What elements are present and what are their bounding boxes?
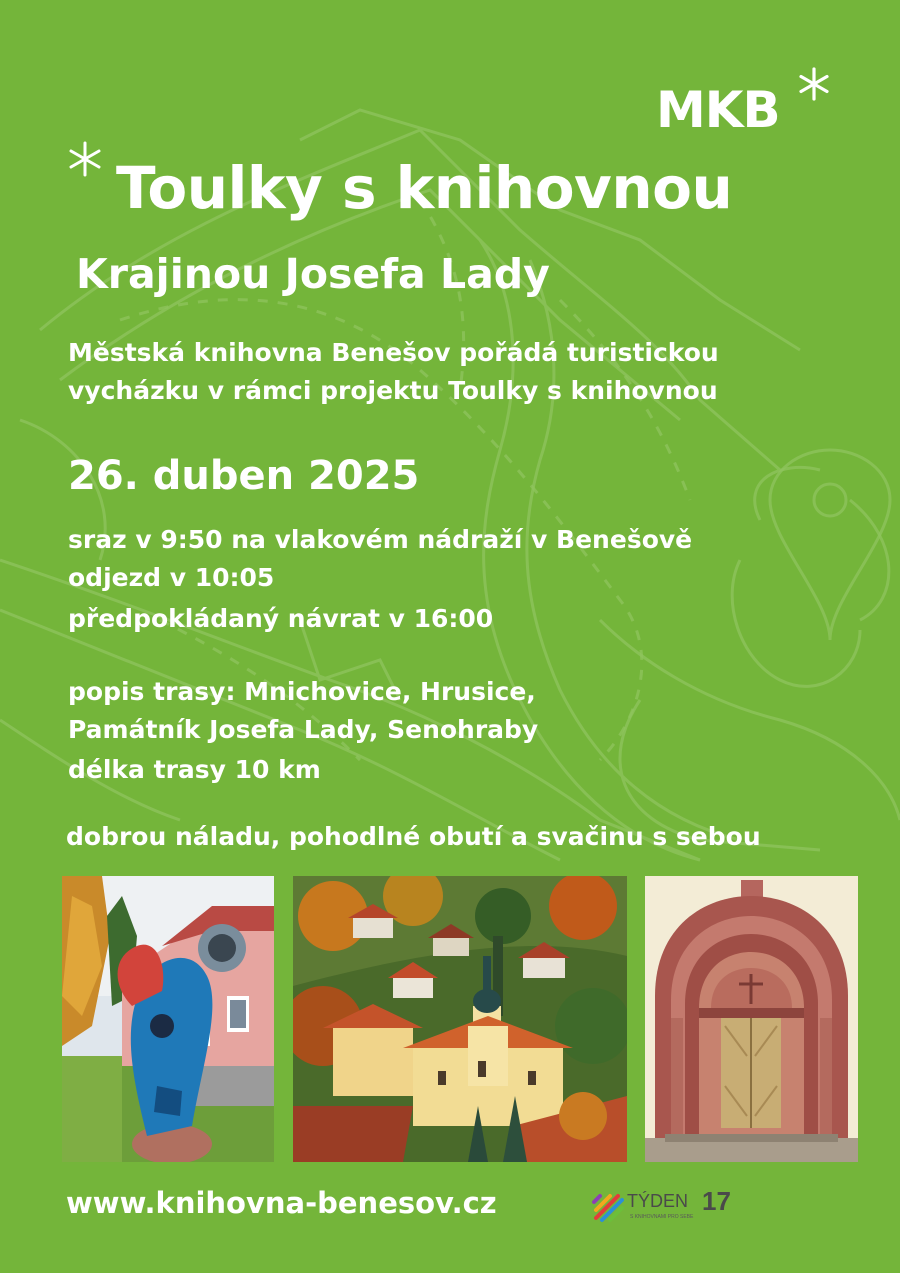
- statue-photo: [62, 876, 274, 1162]
- star-icon: [66, 140, 104, 178]
- intro-text: vycházku v rámci projektu Toulky s knihovnou: [68, 376, 718, 405]
- library-logo: MKB: [656, 81, 780, 139]
- partner-logo: [592, 1186, 742, 1228]
- intro-text: Městská knihovna Benešov pořádá turistickou: [68, 338, 719, 367]
- page-subtitle: Krajinou Josefa Lady: [76, 250, 550, 298]
- partner-number: 17: [702, 1186, 731, 1216]
- church-portal-photo: [645, 876, 858, 1162]
- star-icon: [796, 66, 832, 102]
- stripes-icon: [592, 1190, 624, 1224]
- departure-info: odjezd v 10:05: [68, 563, 275, 592]
- village-church-photo: [293, 876, 627, 1162]
- website-link[interactable]: www.knihovna-benesov.cz: [66, 1186, 497, 1220]
- route-length: délka trasy 10 km: [68, 755, 321, 784]
- meeting-info: sraz v 9:50 na vlakovém nádraží v Benešově: [68, 525, 693, 554]
- route-description: popis trasy: Mnichovice, Hrusice,: [68, 677, 536, 706]
- route-description: Památník Josefa Lady, Senohraby: [68, 715, 539, 744]
- page-title: Toulky s knihovnou: [116, 154, 733, 222]
- return-info: předpokládaný návrat v 16:00: [68, 604, 494, 633]
- partner-name: TÝDEN: [627, 1191, 689, 1211]
- partner-tagline: S KNIHOVNAMI PRO SEBE: [630, 1214, 694, 1220]
- bring-along-note: dobrou náladu, pohodlné obutí a svačinu s sebou: [66, 822, 761, 851]
- event-date: 26. duben 2025: [68, 453, 420, 499]
